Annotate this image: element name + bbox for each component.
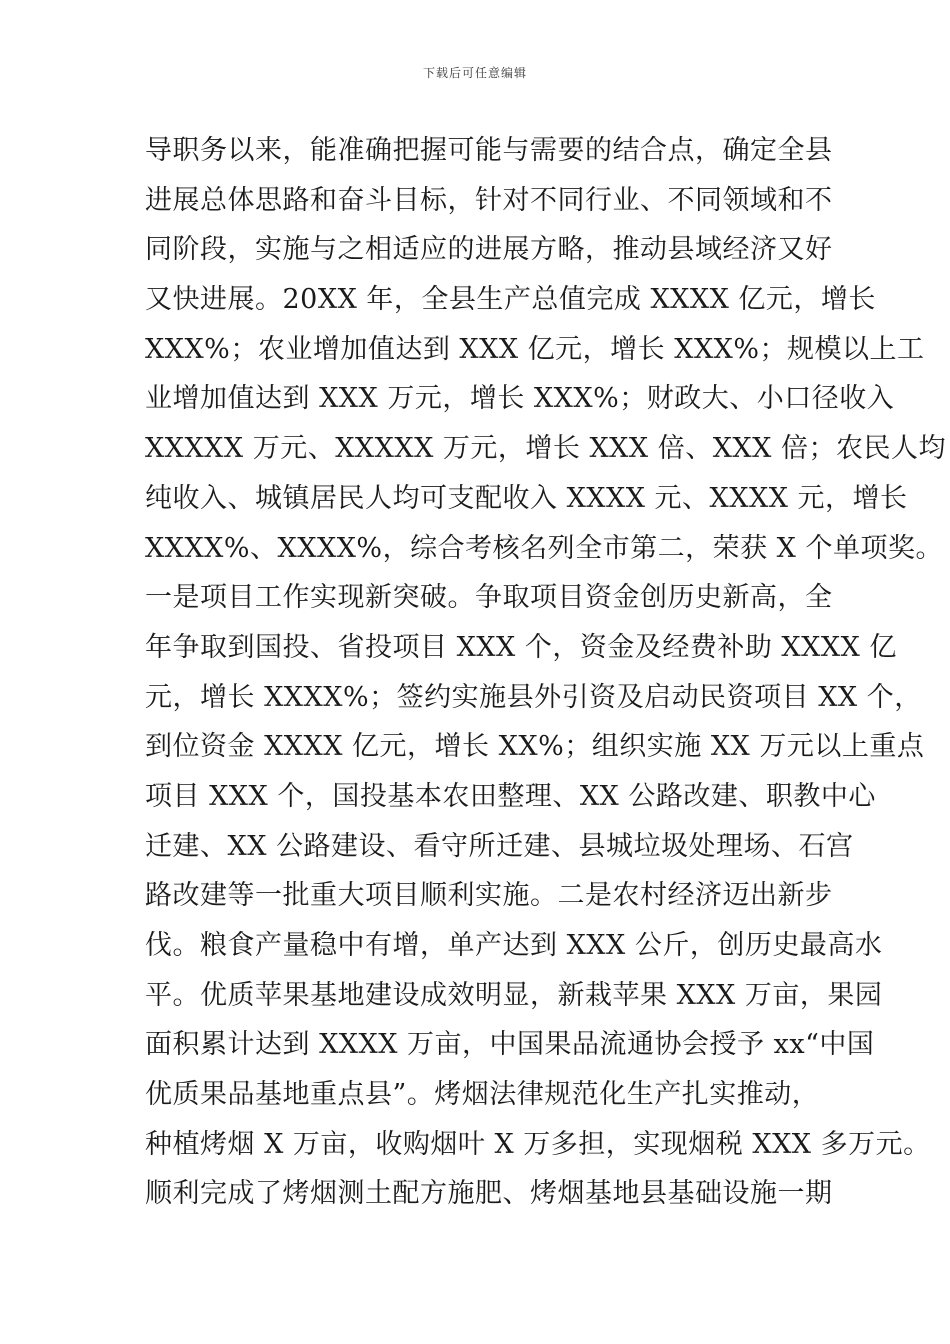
text-line: 面积累计达到 XXXX 万亩，中国果品流通协会授予 xx“中国	[145, 1029, 875, 1061]
text-line: 一是项目工作实现新突破。争取项目资金创历史新高，全	[145, 582, 833, 614]
text-line: 迁建、XX 公路建设、看守所迁建、县城垃圾处理场、石宫	[145, 830, 854, 862]
text-line: 同阶段，实施与之相适应的进展方略，推动县域经济又好	[145, 234, 833, 266]
text-line: 导职务以来，能准确把握可能与需要的结合点，确定全县	[145, 135, 833, 166]
text-line: XXX%；农业增加值达到 XXX 亿元，增长 XXX%；规模以上工	[145, 333, 925, 365]
text-line: 伐。粮食产量稳中有增，单产达到 XXX 公斤，创历史最高水	[145, 930, 883, 961]
header-note: 下载后可任意编辑	[422, 66, 527, 80]
text-line: 项目 XXX 个，国投基本农田整理、XX 公路改建、职教中心	[145, 780, 876, 812]
text-line: 纯收入、城镇居民人均可支配收入 XXXX 元、XXXX 元，增长	[145, 482, 908, 514]
text-line: 优质果品基地重点县”。烤烟法律规范化生产扎实推动，	[145, 1079, 820, 1111]
text-line: 进展总体思路和奋斗目标，针对不同行业、不同领域和不	[145, 184, 833, 216]
text-line: 又快进展。20XX 年，全县生产总值完成 XXXX 亿元，增长	[145, 284, 876, 316]
text-line: 元，增长 XXXX%；签约实施县外引资及启动民资项目 XX 个，	[145, 681, 922, 713]
text-line: 顺利完成了烤烟测土配方施肥、烤烟基地县基础设施一期	[145, 1178, 833, 1210]
text-line: 平。优质苹果基地建设成效明显，新栽苹果 XXX 万亩，果园	[145, 979, 883, 1011]
text-line: 到位资金 XXXX 亿元，增长 XX%；组织实施 XX 万元以上重点	[145, 731, 925, 763]
text-line: 路改建等一批重大项目顺利实施。二是农村经济迈出新步	[145, 880, 833, 912]
text-line: 年争取到国投、省投项目 XXX 个，资金及经费补助 XXXX 亿	[145, 631, 897, 663]
text-line: 业增加值达到 XXX 万元，增长 XXX%；财政大、小口径收入	[145, 383, 895, 415]
text-line: XXXX%、XXXX%，综合考核名列全市第二，荣获 X 个单项奖。	[145, 532, 943, 564]
text-line: XXXXX 万元、XXXXX 万元，增长 XXX 倍、XXX 倍；农民人均	[145, 433, 946, 465]
text-line: 种植烤烟 X 万亩，收购烟叶 X 万多担，实现烟税 XXX 多万元。	[145, 1128, 931, 1160]
document-body	[145, 130, 946, 1223]
